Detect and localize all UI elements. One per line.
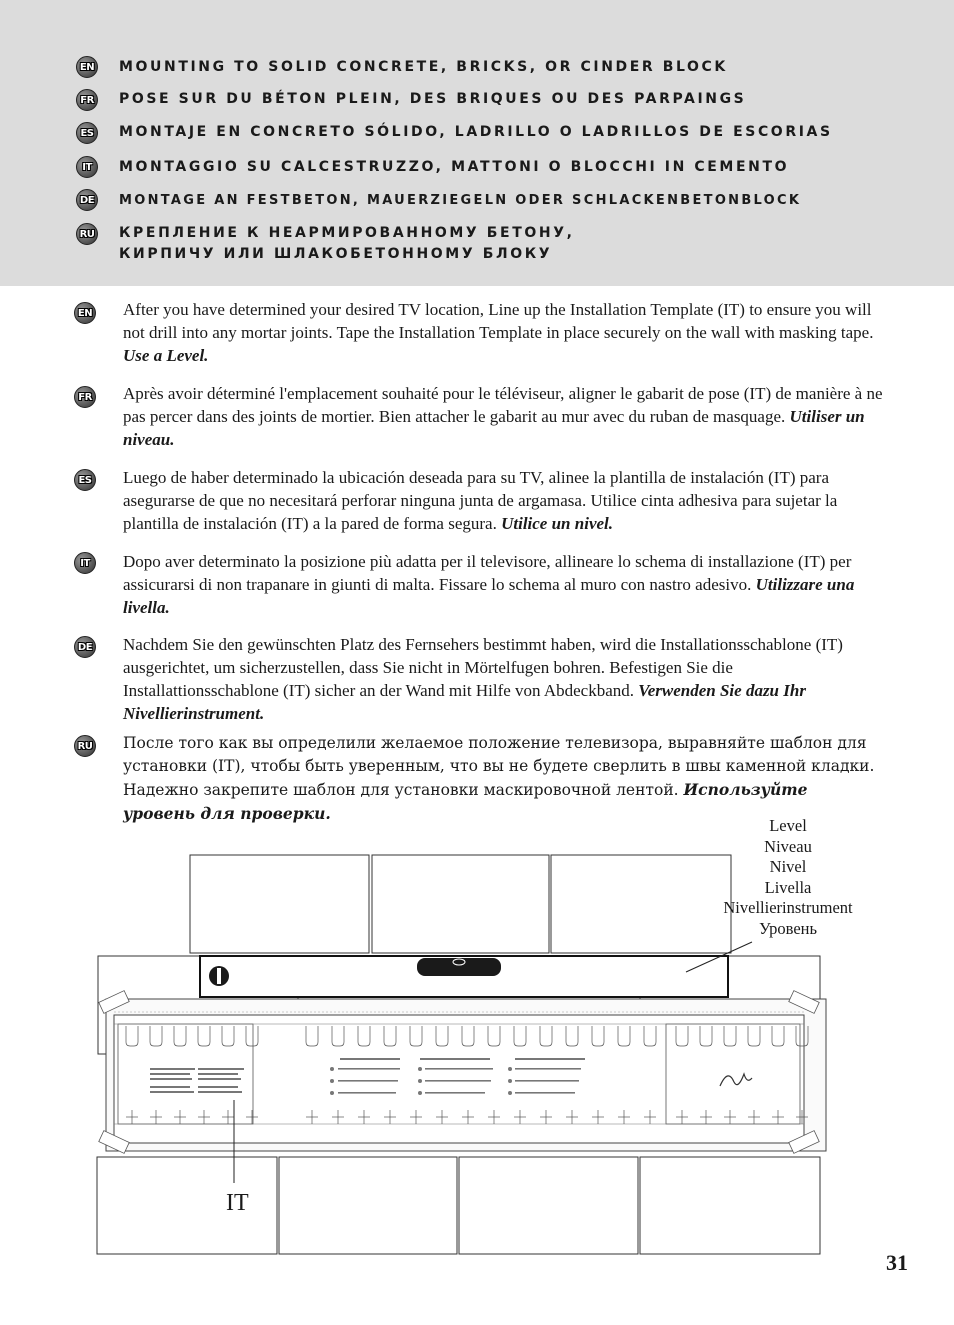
language-badge-en-icon: EN [76,56,98,78]
paragraph-badge-de-icon: DE [74,636,96,658]
level-label-es: Nivel [769,857,807,876]
language-badge-es-icon: ES [76,122,98,144]
template-label: IT [226,1190,249,1216]
instruction-it: Dopo aver determinato la posizione più adatta per il televisore, allineare lo schema di installazione (IT) per assicurarsi di non trapanare in giunti di malta. Fissare lo schema al muro con nastro adesivo. Utilizzare una livella. [123,552,855,617]
instruction-fr: Après avoir déterminé l'emplacement souhaité pour le téléviseur, aligner le gabarit de pose (IT) de manière à ne pas percer dans des joints de mortier. Bien attacher le gabarit au mur avec du ruban de masquage. Utiliser un niveau. [123,384,883,449]
paragraph-badge-en-icon: EN [74,302,96,324]
level-label-it: Livella [764,877,812,897]
level-label-de: Nivellierinstrument [723,898,853,917]
title-fr: POSE SUR DU BÉTON PLEIN, DES BRIQUES OU DES PARPAINGS [119,91,747,107]
instruction-es: Luego de haber determinado la ubicación deseada para su TV, alinee la plantilla de instalación (IT) para asegurarse de que no necesitará perforar ninguna junta de argamasa. Utilice cinta adhesiva para sujetar la plantilla de instalación (IT) a la pared de forma segura. Utilice un nivel. [123,468,838,533]
page-number: 31 [886,1250,908,1275]
level-label-group [700,816,876,939]
wall-block [190,855,369,953]
level-label-fr: Niveau [764,836,812,856]
paragraph-badge-fr-icon: FR [74,386,96,408]
title-ru-line2: КИРПИЧУ ИЛИ ШЛАКОБЕТОННОМУ БЛОКУ [119,246,553,262]
title-de: MONTAGE AN FESTBETON, MAUERZIEGELN ODER SCHLACKENBETONBLOCK [119,193,802,208]
instruction-en: After you have determined your desired TV location, Line up the Installation Template (IT) to ensure you will not drill into any mortar joints. Tape the Installation Template in place securely on the wall with masking tape. Use a Level. [123,300,874,365]
paragraph-badge-ru-icon: RU [74,735,96,757]
title-ru-line1: КРЕПЛЕНИЕ К НЕАРМИРОВАННОМУ БЕТОНУ, [119,225,575,241]
level-label-ru: Уровень [758,918,818,938]
language-badge-it-icon: IT [76,156,98,178]
level-label-en: Level [769,816,807,835]
wall-block [372,855,549,953]
title-it: MONTAGGIO SU CALCESTRUZZO, MATTONI O BLOCCHI IN CEMENTO [119,159,790,175]
paragraph-badge-es-icon: ES [74,469,96,491]
level-logo-mark [217,968,221,984]
title-es: MONTAJE EN CONCRETO SÓLIDO, LADRILLO O LADRILLOS DE ESCORIAS [119,124,833,140]
language-badge-ru-icon: RU [76,223,98,245]
paragraph-badge-it-icon: IT [74,552,96,574]
title-en: MOUNTING TO SOLID CONCRETE, BRICKS, OR CINDER BLOCK [119,59,728,75]
wall-block [459,1157,638,1254]
wall-block [640,1157,820,1254]
instruction-ru: После того как вы определили желаемое положение телевизора, выравняйте шаблон для установки (IT), чтобы быть уверенным, что вы не будете сверлить в швы каменной кладки. Надежно закрепите шаблон для установки маскировочной лентой. Используйте уровень для проверки. [123,734,875,823]
instruction-de: Nachdem Sie den gewünschten Platz des Fernsehers bestimmt haben, wird die Installationsschablone (IT) ausgerichtet, um sicherzustellen, dass Sie nicht in Mörtelfugen bohren. Befestigen Sie die Installattionsschablone (IT) sicher an der Wand mit Hilfe von Abdeckband. Verwenden Sie dazu Ihr Nivellierinstrument. [123,635,843,723]
language-badge-de-icon: DE [76,189,98,211]
level-bubble-vial-icon [417,958,501,976]
wall-block [279,1157,457,1254]
wall-block [97,1157,277,1254]
language-badge-fr-icon: FR [76,89,98,111]
